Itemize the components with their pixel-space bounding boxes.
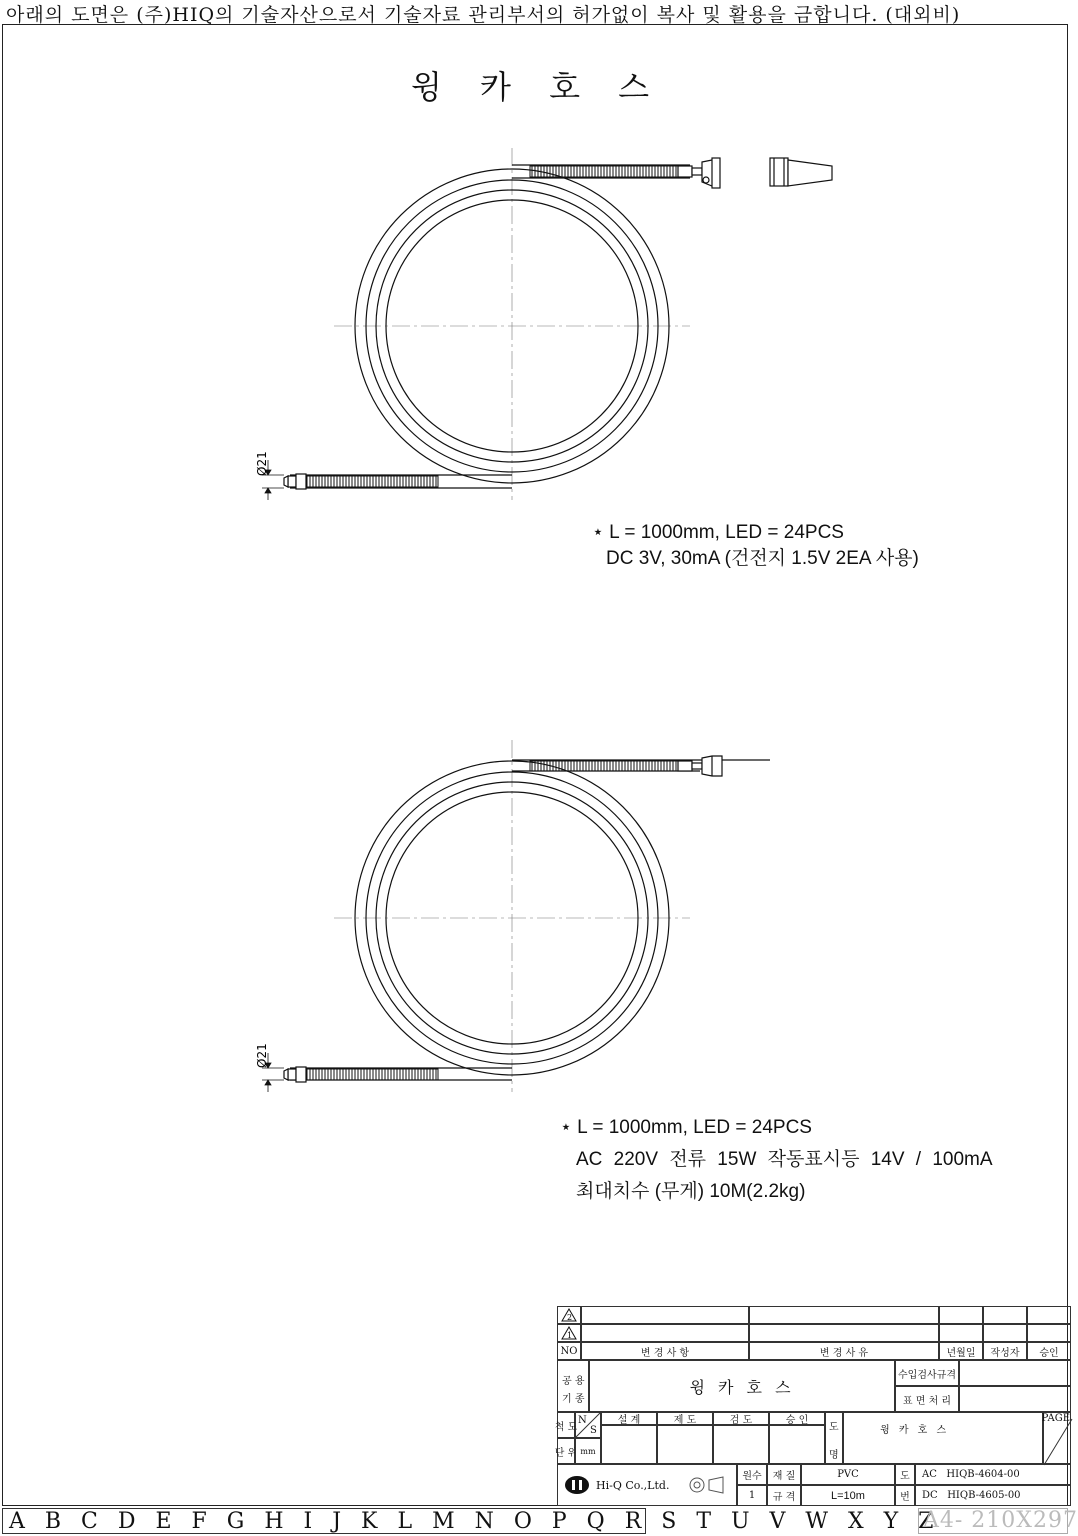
col-approve: 승인: [1027, 1342, 1071, 1360]
spec-note-dc-line1: ⋆ L = 1000mm, LED = 24PCS: [592, 522, 844, 543]
col-change-reason: 변 경 사 유: [749, 1342, 939, 1360]
hose-strain-relief-top-ac: [530, 761, 678, 771]
drawing-name: 윙 카 호 스: [843, 1412, 1043, 1464]
label-drawing-no-1: 도: [895, 1464, 915, 1485]
spec-note-ac-line2: AC 220V 전류 15W 작동표시등 14V / 100mA: [576, 1149, 993, 1170]
projection-symbol-icon: [687, 1474, 727, 1496]
col-author: 작성자: [983, 1342, 1027, 1360]
revision-triangle-2: [557, 1306, 581, 1324]
label-material: 재 질: [767, 1464, 801, 1485]
drawing-no-dc: DC HIQB-4605-00: [915, 1485, 1071, 1506]
spec-note-dc-line2: DC 3V, 30mA (건전지 1.5V 2EA 사용): [606, 548, 919, 569]
confidentiality-notice: 아래의 도면은 (주)HIQ의 기술자산으로서 기술자료 관리부서의 허가없이 복사 및 활용을 금합니다. (대외비): [6, 4, 961, 26]
hose-end-tip-dc: [284, 474, 306, 489]
spec: L=10m: [801, 1485, 895, 1506]
label-check: 검 도: [713, 1412, 769, 1425]
dimension-label-dc: Ø21: [255, 451, 269, 476]
drawing-title: 윙 카 호 스: [410, 68, 664, 106]
label-drawing: 제 도: [657, 1412, 713, 1425]
spec-note-dc: [592, 520, 919, 572]
hose-coil-ac: [290, 740, 770, 1092]
label-inspection-spec: 수입검사규격: [895, 1360, 959, 1386]
product-name: 윙 카 호 스: [589, 1360, 895, 1412]
col-date: 년월일: [939, 1342, 983, 1360]
hose-strain-relief-top-dc: [530, 166, 678, 177]
spec-note-ac-line1: ⋆ L = 1000mm, LED = 24PCS: [560, 1117, 812, 1138]
label-scale: 척 도: [557, 1412, 575, 1438]
hose-strain-relief-bottom-dc: [306, 476, 438, 487]
label-unit: 단 위: [557, 1438, 575, 1464]
scale-box: N S: [575, 1412, 601, 1438]
paper-size-label: A4- 210X297: [918, 1508, 1068, 1534]
connector-plug-dc: [678, 158, 720, 188]
label-drawing-name-1: 도: [829, 1422, 839, 1433]
col-change-item: 변 경 사 항: [581, 1342, 749, 1360]
label-drawing-name-2: 명: [829, 1450, 839, 1461]
dimension-label-ac: Ø21: [255, 1043, 269, 1068]
grid-reference-letters: A B C D E F G H I J K L M N O P Q R S T U V W X Y Z: [2, 1508, 646, 1534]
label-model: 기 종: [562, 1394, 585, 1405]
spec-note-ac-line3: 최대치수 (무게) 10M(2.2kg): [576, 1181, 806, 1202]
spec-note-ac: [560, 1112, 993, 1208]
title-block: [554, 1306, 1071, 1506]
hose-strain-relief-bottom-ac: [306, 1069, 438, 1080]
part-no: 1: [737, 1485, 767, 1506]
drawing-no-ac: AC HIQB-4604-00: [915, 1464, 1071, 1485]
hose-coil-dc: [290, 148, 690, 500]
company-box: Hi-Q Co.,Ltd.: [557, 1464, 737, 1506]
label-spec: 규 격: [767, 1485, 801, 1506]
label-common: 공 용: [562, 1376, 585, 1387]
label-part-no: 원수: [737, 1464, 767, 1485]
page-box: PAGE: [1043, 1412, 1071, 1464]
col-no: NO: [557, 1342, 581, 1360]
material: PVC: [801, 1464, 895, 1485]
svg-text:1: 1: [567, 1331, 573, 1340]
label-drawing-no-2: 번: [895, 1485, 915, 1506]
revision-triangle-1: [557, 1324, 581, 1342]
unit-value: mm: [575, 1438, 601, 1464]
connector-plug-ac: [678, 756, 722, 776]
hose-end-tip-ac: [284, 1067, 306, 1082]
label-design: 설 계: [601, 1412, 657, 1425]
label-surface: 표 면 처 리: [895, 1386, 959, 1412]
connector-cap-dc: [770, 158, 832, 186]
label-approval: 승 인: [769, 1412, 825, 1425]
company-logo-icon: [564, 1475, 590, 1495]
svg-text:2: 2: [567, 1313, 573, 1322]
